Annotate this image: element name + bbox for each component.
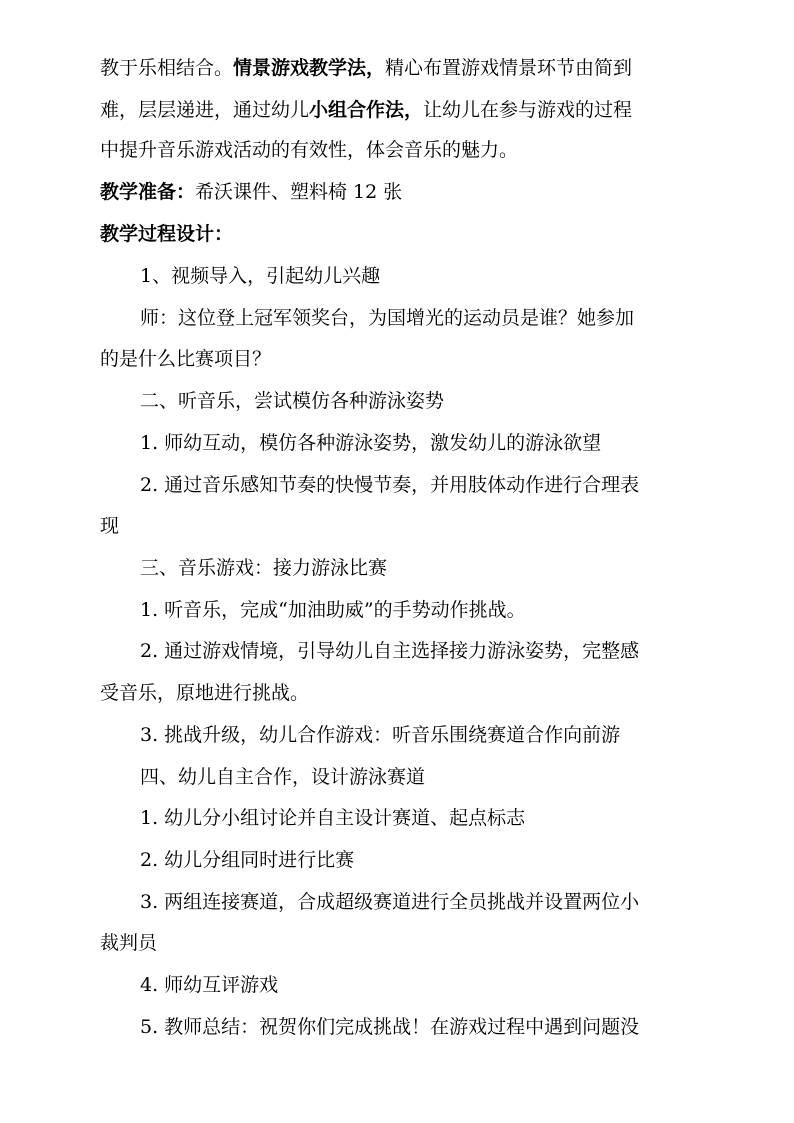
process-title-text: 教学过程设计： bbox=[100, 223, 234, 245]
intro-text: 教于乐相结合。 bbox=[100, 57, 234, 79]
intro-text: 让幼儿在参与游戏的过程 bbox=[423, 99, 633, 121]
section2-item-2-line-1: 2. 通过音乐感知节奏的快慢节奏，并用肢体动作进行合理表 bbox=[140, 474, 640, 496]
section2-heading: 二、听音乐，尝试模仿各种游泳姿势 bbox=[140, 390, 445, 412]
section1-heading: 1、视频导入，引起幼儿兴趣 bbox=[140, 265, 381, 287]
intro-bold-method: 情景游戏教学法， bbox=[233, 57, 386, 79]
prep-value: 希沃课件、塑料椅 12 张 bbox=[195, 181, 403, 203]
section3-heading: 三、音乐游戏：接力游泳比赛 bbox=[140, 557, 388, 579]
intro-line-1 bbox=[100, 54, 700, 82]
section4-heading: 四、幼儿自主合作，设计游泳赛道 bbox=[140, 766, 426, 788]
section4-item-3-line-1: 3. 两组连接赛道，合成超级赛道进行全员挑战并设置两位小 bbox=[140, 891, 640, 913]
intro-text: 难，层层递进，通过幼儿 bbox=[100, 99, 310, 121]
section2-item-1: 1. 师幼互动，模仿各种游泳姿势，激发幼儿的游泳欲望 bbox=[140, 432, 602, 454]
section4-item-3-line-2: 裁判员 bbox=[100, 932, 158, 954]
process-title bbox=[100, 220, 700, 248]
section4-item-2: 2. 幼儿分组同时进行比赛 bbox=[140, 849, 355, 871]
section4-item-1: 1. 幼儿分小组讨论并自主设计赛道、起点标志 bbox=[140, 807, 526, 829]
prep-line bbox=[100, 178, 700, 206]
prep-label: 教学准备： bbox=[100, 181, 196, 203]
intro-text: 精心布置游戏情景环节由简到 bbox=[385, 57, 633, 79]
intro-line-2 bbox=[100, 96, 700, 124]
section3-item-1: 1. 听音乐，完成“加油助威”的手势动作挑战。 bbox=[140, 599, 526, 621]
section1-question-line-1: 师：这位登上冠军领奖台，为国增光的运动员是谁？她参加 bbox=[140, 307, 635, 329]
section2-item-2-line-2: 现 bbox=[100, 515, 120, 537]
section3-item-3: 3. 挑战升级，幼儿合作游戏：听音乐围绕赛道合作向前游 bbox=[140, 724, 621, 746]
section4-item-4: 4. 师幼互评游戏 bbox=[140, 974, 279, 996]
section1-question-line-2: 的是什么比赛项目？ bbox=[100, 348, 272, 370]
intro-line-3: 中提升音乐游戏活动的有效性，体会音乐的魅力。 bbox=[100, 139, 519, 161]
intro-bold-method: 小组合作法， bbox=[309, 99, 424, 121]
section4-item-5: 5. 教师总结：祝贺你们完成挑战！在游戏过程中遇到问题没 bbox=[140, 1016, 640, 1038]
section3-item-2-line-1: 2. 通过游戏情境，引导幼儿自主选择接力游泳姿势，完整感 bbox=[140, 640, 640, 662]
section3-item-2-line-2: 受音乐，原地进行挑战。 bbox=[100, 682, 310, 704]
